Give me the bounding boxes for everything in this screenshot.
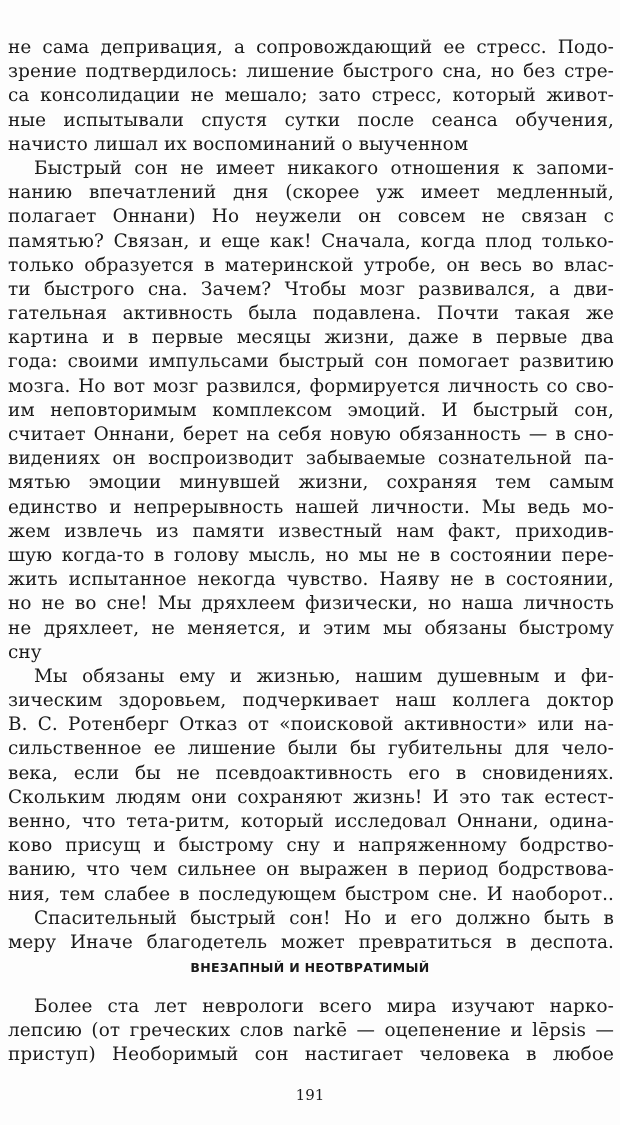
section-text xyxy=(8,995,614,1068)
text-line: не дряхлеет, не меняется, и этим мы обязаны быстрому xyxy=(8,617,614,639)
text-line: ния, тем слабее в последующем быстром сне. И наоборот.. xyxy=(8,883,614,905)
text-line: но не во сне! Мы дряхлеем физически, но наша личность xyxy=(8,593,614,615)
text-line: гательная активность была подавлена. Почти такая же xyxy=(8,303,614,325)
text-line: ванию, что чем сильнее он выражен в период бодрствова- xyxy=(8,859,614,881)
body-text xyxy=(8,36,614,955)
text-line: зрение подтвердилось: лишение быстрого сна, но без стре- xyxy=(8,61,614,83)
text-line: сильственное ее лишение были бы губительны для чело- xyxy=(8,738,614,760)
text-line: меру Иначе благодетель может превратиться в деспота. xyxy=(8,931,614,953)
text-line: мятью эмоции минувшей жизни, сохраняя тем самым xyxy=(8,472,614,494)
text-line: не сама депривация, а сопровождающий ее стресс. Подо- xyxy=(8,37,614,58)
text-line: В. С. Ротенберг Отказ от «поисковой активности» или на- xyxy=(8,714,614,736)
text-line: нанию впечатлений дня (скорее уж имеет медленный, xyxy=(8,182,614,204)
text-line: только образуется в материнской утробе, он весь во влас- xyxy=(8,254,614,276)
text-line: Быстрый сон не имеет никакого отношения к запоми- xyxy=(34,157,614,179)
text-line: жем извлечь из памяти известный нам факт, приходив- xyxy=(8,520,614,542)
text-line: шую когда-то в голову мысль, но мы не в состоянии пере- xyxy=(8,544,614,566)
text-line: лепсию (от греческих слов narkē — оцепенение и lēpsis — xyxy=(8,1020,614,1042)
text-line: единство и непрерывность нашей личности. Мы ведь мо- xyxy=(8,496,614,518)
text-line: считает Оннани, берет на себя новую обязанность — в сно- xyxy=(8,424,614,445)
text-line: Более ста лет неврологи всего мира изучают нарко- xyxy=(34,996,614,1017)
text-line: жить испытанное некогда чувство. Наяву не в состоянии, xyxy=(8,569,614,591)
text-line: мозга. Но вот мозг развился, формируется личность со сво- xyxy=(8,375,614,397)
text-line: картина и в первые месяцы жизни, даже в первые два xyxy=(8,327,614,349)
text-line: видениях он воспроизводит забываемые сознательной па- xyxy=(8,448,614,470)
text-line: са консолидации не мешало; зато стресс, который живот- xyxy=(8,85,614,107)
section-heading: ВНЕЗАПНЫЙ И НЕОТВРАТИМЫЙ xyxy=(190,960,430,975)
text-line: сну xyxy=(8,641,42,663)
text-line: Спасительный быстрый сон! Но и его должно быть в xyxy=(34,907,614,929)
text-line: им неповторимым комплексом эмоций. И быстрый сон, xyxy=(8,399,614,421)
text-line: года: своими импульсами быстрый сон помогает развитию xyxy=(8,351,614,373)
text-line: ные испытывали спустя сутки после сеанса обучения, xyxy=(8,109,614,131)
text-line: века, если бы не псевдоактивность его в сновидениях. xyxy=(8,762,614,784)
text-line: ти быстрого сна. Зачем? Чтобы мозг развивался, а дви- xyxy=(8,278,614,300)
text-line: полагает Оннани) Но неужели он совсем не связан с xyxy=(8,206,614,228)
text-line: Скольким людям они сохраняют жизнь! И это так естест- xyxy=(8,786,614,808)
text-line: памятью? Связан, и еще как! Сначала, когда плод только- xyxy=(8,230,614,252)
text-line: начисто лишал их воспоминаний о выученном xyxy=(8,133,469,155)
page-number: 191 xyxy=(295,1086,325,1104)
text-line: Мы обязаны ему и жизнью, нашим душевным и фи- xyxy=(34,665,614,687)
text-line: венно, что тета-ритм, который исследовал Оннани, одина- xyxy=(8,811,614,832)
text-line: приступ) Необоримый сон настигает человека в любое xyxy=(8,1044,614,1066)
text-line: ково присущ и быстрому сну и напряженному бодрство- xyxy=(8,835,614,857)
text-line: зическим здоровьем, подчеркивает наш коллега доктор xyxy=(8,690,614,712)
